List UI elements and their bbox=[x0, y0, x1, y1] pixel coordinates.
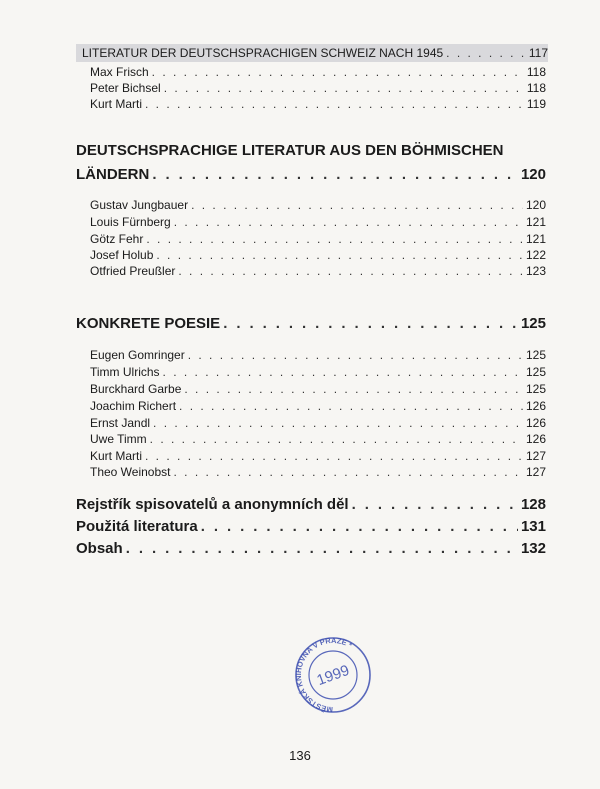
toc-entry[interactable] bbox=[90, 382, 546, 396]
entry-title: Uwe Timm bbox=[90, 432, 147, 446]
entry-title: Timm Ulrichs bbox=[90, 365, 160, 379]
entry-page: 127 bbox=[525, 449, 546, 463]
toc-entry[interactable] bbox=[90, 449, 546, 463]
toc-entry[interactable] bbox=[90, 348, 546, 362]
entry-page: 126 bbox=[525, 399, 546, 413]
leader-dots bbox=[174, 215, 523, 229]
section-title-line1: DEUTSCHSPRACHIGE LITERATUR AUS DEN BÖHMISCHEN bbox=[76, 142, 504, 159]
toc-entry[interactable] bbox=[90, 416, 546, 430]
toc-entry[interactable] bbox=[90, 198, 546, 212]
entry-title: Burckhard Garbe bbox=[90, 382, 182, 396]
entry-title: KONKRETE POESIE bbox=[76, 315, 221, 332]
entry-page: 126 bbox=[525, 432, 546, 446]
toc-section-contents[interactable] bbox=[76, 540, 546, 557]
leader-dots bbox=[152, 65, 524, 79]
toc-entry[interactable] bbox=[90, 399, 546, 413]
entry-title: Theo Weinobst bbox=[90, 465, 171, 479]
entry-title: LITERATUR DER DEUTSCHSPRACHIGEN SCHWEIZ NACH 1945 bbox=[82, 46, 444, 60]
leader-dots bbox=[152, 166, 518, 183]
entry-title: Joachim Richert bbox=[90, 399, 177, 413]
toc-entry[interactable] bbox=[90, 264, 546, 278]
toc-section-bohemian[interactable] bbox=[76, 166, 546, 183]
entry-title: Peter Bichsel bbox=[90, 81, 161, 95]
entry-page: 118 bbox=[526, 81, 546, 95]
toc-entry[interactable] bbox=[90, 248, 546, 262]
entry-page: 118 bbox=[526, 65, 546, 79]
toc-entry[interactable] bbox=[90, 432, 546, 446]
entry-page: 119 bbox=[526, 97, 546, 111]
entry-title: Použitá literatura bbox=[76, 518, 198, 535]
toc-entry-swiss-literature[interactable] bbox=[82, 46, 548, 60]
entry-page: 121 bbox=[525, 215, 546, 229]
leader-dots bbox=[146, 232, 523, 246]
entry-page: 126 bbox=[525, 416, 546, 430]
leader-dots bbox=[163, 365, 523, 379]
leader-dots bbox=[145, 97, 524, 111]
leader-dots bbox=[164, 81, 524, 95]
entry-title: Max Frisch bbox=[90, 65, 149, 79]
leader-dots bbox=[179, 399, 523, 413]
library-stamp bbox=[294, 636, 372, 714]
leader-dots bbox=[150, 432, 523, 446]
toc-section-bibliography[interactable] bbox=[76, 518, 546, 535]
leader-dots bbox=[201, 518, 518, 535]
entry-page: 131 bbox=[520, 518, 546, 535]
highlighted-toc-row bbox=[76, 44, 548, 62]
toc-entry[interactable] bbox=[90, 232, 546, 246]
toc-section-concrete-poetry[interactable] bbox=[76, 315, 546, 332]
toc-entry[interactable] bbox=[90, 465, 546, 479]
entry-page: 125 bbox=[520, 315, 546, 332]
leader-dots bbox=[145, 449, 523, 463]
toc-entry[interactable] bbox=[90, 365, 546, 379]
entry-title: Rejstřík spisovatelů a anonymních děl bbox=[76, 496, 349, 513]
entry-page: 125 bbox=[525, 382, 546, 396]
entry-title: Otfried Preußler bbox=[90, 264, 176, 278]
entry-page: 128 bbox=[520, 496, 546, 513]
entry-title: Kurt Marti bbox=[90, 97, 143, 111]
leader-dots bbox=[446, 46, 526, 60]
leader-dots bbox=[191, 198, 523, 212]
toc-entry[interactable] bbox=[90, 65, 546, 79]
entry-page: 125 bbox=[525, 348, 546, 362]
leader-dots bbox=[174, 465, 523, 479]
leader-dots bbox=[156, 248, 523, 262]
stamp-year: 1999 bbox=[314, 661, 352, 690]
leader-dots bbox=[153, 416, 523, 430]
entry-page: 125 bbox=[525, 365, 546, 379]
entry-page: 132 bbox=[520, 540, 546, 557]
entry-title: Ernst Jandl bbox=[90, 416, 151, 430]
toc-section-index[interactable] bbox=[76, 496, 546, 513]
entry-page: 123 bbox=[525, 264, 546, 278]
entry-title: Obsah bbox=[76, 540, 123, 557]
entry-title: Kurt Marti bbox=[90, 449, 143, 463]
entry-page: 121 bbox=[525, 232, 546, 246]
leader-dots bbox=[188, 348, 523, 362]
stamp-ring-text: MĚSTSKÁ KNIHOVNA V PRAZE * bbox=[294, 636, 354, 714]
leader-dots bbox=[178, 264, 523, 278]
entry-page: 117 bbox=[528, 46, 548, 60]
entry-title: Gustav Jungbauer bbox=[90, 198, 189, 212]
page-number: 136 bbox=[289, 748, 311, 763]
entry-title: LÄNDERN bbox=[76, 166, 150, 183]
leader-dots bbox=[184, 382, 523, 396]
toc-entry[interactable] bbox=[90, 81, 546, 95]
toc-entry[interactable] bbox=[90, 215, 546, 229]
toc-entry[interactable] bbox=[90, 97, 546, 111]
entry-page: 120 bbox=[520, 166, 546, 183]
entry-title: Götz Fehr bbox=[90, 232, 144, 246]
leader-dots bbox=[223, 315, 518, 332]
entry-title: Louis Fürnberg bbox=[90, 215, 171, 229]
entry-page: 120 bbox=[525, 198, 546, 212]
entry-page: 122 bbox=[525, 248, 546, 262]
entry-title: Josef Holub bbox=[90, 248, 154, 262]
leader-dots bbox=[352, 496, 518, 513]
entry-title: Eugen Gomringer bbox=[90, 348, 185, 362]
leader-dots bbox=[126, 540, 518, 557]
entry-page: 127 bbox=[525, 465, 546, 479]
